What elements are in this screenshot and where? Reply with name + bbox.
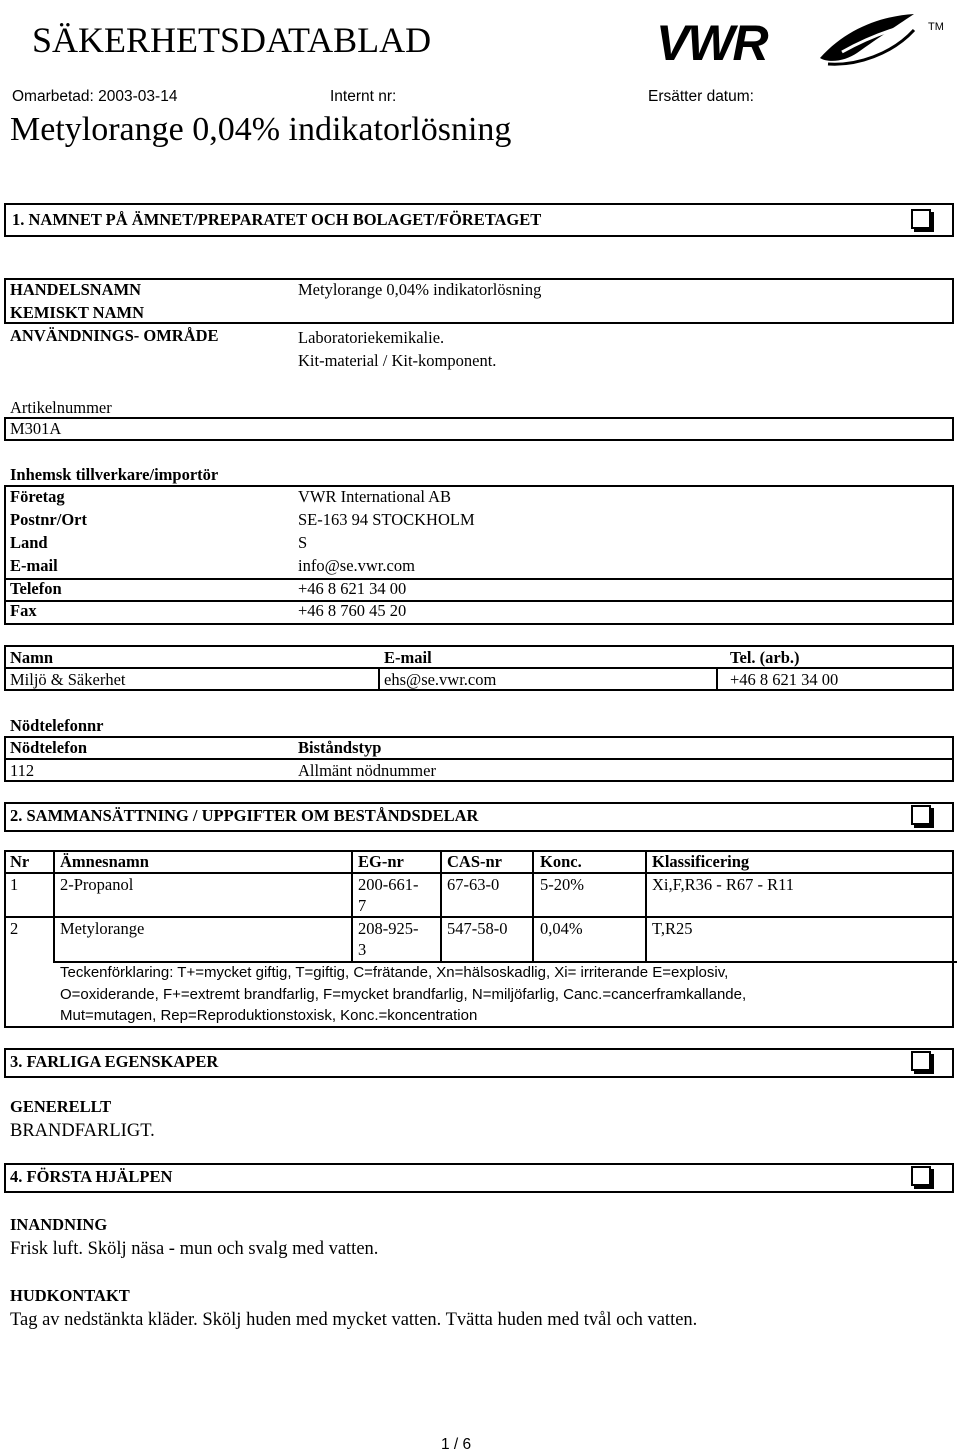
- email-label: E-mail: [10, 556, 58, 575]
- page-number: 1 / 6: [441, 1436, 472, 1453]
- legend-line-2: O=oxiderande, F+=extremt brandfarlig, F=mycket brandfarlig, N=miljöfarlig, Canc.=cancerframkallande,: [60, 986, 747, 1003]
- logo-text: VWR: [656, 15, 767, 71]
- col-cas: CAS-nr: [447, 852, 503, 871]
- inhalation-label: INANDNING: [10, 1215, 108, 1234]
- assistance-value: Allmänt nödnummer: [298, 761, 436, 780]
- revised-date: Omarbetad: 2003-03-14: [12, 88, 178, 105]
- chemical-name-label: KEMISKT NAMN: [10, 303, 144, 322]
- row-cas: 67-63-0: [447, 875, 500, 894]
- row-eg: 200-661-: [358, 875, 419, 894]
- emergency-phone-label: Nödtelefon: [10, 738, 87, 757]
- company-label: Företag: [10, 487, 65, 506]
- use-label: ANVÄNDNINGS- OMRÅDE: [10, 326, 219, 345]
- phone-label: Telefon: [10, 579, 62, 598]
- trade-name-label: HANDELSNAMN: [10, 280, 142, 299]
- col-class: Klassificering: [652, 852, 750, 871]
- col-substance: Ämnesnamn: [60, 852, 149, 871]
- col-eg: EG-nr: [358, 852, 404, 871]
- replaces-date: Ersätter datum:: [648, 88, 754, 105]
- country-label: Land: [10, 533, 48, 552]
- country-value: S: [298, 533, 308, 552]
- general-label: GENERELLT: [10, 1097, 112, 1116]
- phone-value: +46 8 621 34 00: [298, 579, 407, 598]
- general-value: BRANDFARLIGT.: [10, 1121, 155, 1141]
- use-value-2: Kit-material / Kit-komponent.: [298, 351, 497, 370]
- section-2-checkbox[interactable]: [911, 805, 931, 825]
- row-nr: 1: [10, 875, 19, 894]
- row-eg: 208-925-: [358, 919, 419, 938]
- section-1-heading: 1. NAMNET PÅ ÄMNET/PREPARATET OCH BOLAGET/FÖRETAGET: [12, 210, 542, 229]
- fax-label: Fax: [10, 601, 37, 620]
- row-name: Metylorange: [60, 919, 145, 938]
- contact-name: Miljö & Säkerhet: [10, 670, 126, 689]
- contact-header-email: E-mail: [384, 648, 432, 667]
- inhalation-value: Frisk luft. Skölj näsa - mun och svalg med vatten.: [10, 1239, 379, 1259]
- row-conc: 5-20%: [540, 875, 584, 894]
- row-conc: 0,04%: [540, 919, 583, 938]
- fax-value: +46 8 760 45 20: [298, 601, 407, 620]
- section-4-checkbox[interactable]: [911, 1166, 931, 1186]
- col-nr: Nr: [10, 852, 30, 871]
- article-value: M301A: [10, 419, 62, 438]
- postal-label: Postnr/Ort: [10, 510, 87, 529]
- vwr-logo: [652, 8, 952, 78]
- use-value-1: Laboratoriekemikalie.: [298, 328, 445, 347]
- skin-label: HUDKONTAKT: [10, 1286, 130, 1305]
- internal-number: Internt nr:: [330, 88, 397, 105]
- product-title: Metylorange 0,04% indikatorlösning: [10, 111, 512, 148]
- company-value: VWR International AB: [298, 487, 452, 506]
- contact-email[interactable]: ehs@se.vwr.com: [384, 670, 497, 689]
- row-cas: 547-58-0: [447, 919, 508, 938]
- section-3-heading: 3. FARLIGA EGENSKAPER: [10, 1052, 219, 1071]
- legend-line-1: Teckenförklaring: T+=mycket giftig, T=giftig, C=frätande, Xn=hälsoskadlig, Xi= irriterande E=explosiv,: [60, 964, 729, 981]
- skin-value: Tag av nedstänkta kläder. Skölj huden med mycket vatten. Tvätta huden med tvål och vatten.: [10, 1310, 698, 1330]
- importer-box: [4, 485, 954, 625]
- postal-value: SE-163 94 STOCKHOLM: [298, 510, 475, 529]
- logo-tm: TM: [928, 21, 944, 33]
- section-1-checkbox[interactable]: [911, 209, 931, 229]
- article-label: Artikelnummer: [10, 398, 112, 417]
- emergency-heading: Nödtelefonnr: [10, 716, 104, 735]
- contact-header-name: Namn: [10, 648, 54, 667]
- section-4-heading: 4. FÖRSTA HJÄLPEN: [10, 1167, 173, 1186]
- assistance-label: Biståndstyp: [298, 738, 382, 757]
- section-3-checkbox[interactable]: [911, 1051, 931, 1071]
- legend-line-3: Mut=mutagen, Rep=Reproduktionstoxisk, Konc.=koncentration: [60, 1007, 478, 1024]
- row-class: T,R25: [652, 919, 693, 938]
- emergency-phone-value: 112: [10, 761, 35, 780]
- col-conc: Konc.: [540, 852, 582, 871]
- row-eg-cont: 7: [358, 896, 367, 915]
- row-class: Xi,F,R36 - R67 - R11: [652, 875, 794, 894]
- contact-header-phone: Tel. (arb.): [730, 648, 800, 667]
- vwr-logo-mark: [652, 8, 952, 78]
- contact-phone: +46 8 621 34 00: [730, 670, 839, 689]
- email-value[interactable]: info@se.vwr.com: [298, 556, 415, 575]
- row-nr: 2: [10, 919, 19, 938]
- article-box: [4, 417, 954, 441]
- document-type-title: SÄKERHETSDATABLAD: [32, 20, 432, 60]
- row-name: 2-Propanol: [60, 875, 134, 894]
- trade-name-value: Metylorange 0,04% indikatorlösning: [298, 280, 542, 299]
- row-eg-cont: 3: [358, 940, 367, 959]
- importer-label: Inhemsk tillverkare/importör: [10, 465, 219, 484]
- section-2-heading: 2. SAMMANSÄTTNING / UPPGIFTER OM BESTÅNDSDELAR: [10, 806, 479, 825]
